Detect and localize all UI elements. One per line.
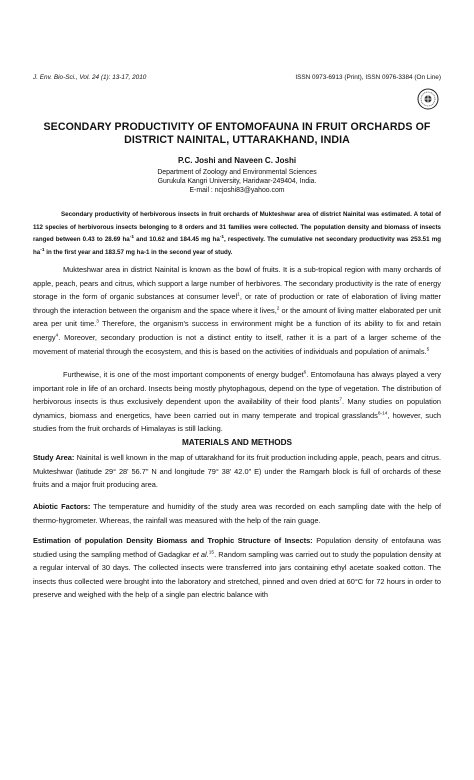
issn: ISSN 0973-6913 (Print), ISSN 0976-3384 (On Line) bbox=[295, 74, 441, 81]
abstract: Secondary productivity of herbivorous insects in fruit orchards of Mukteshwar area of district Nainital was estimated. A total of 112 species of herbivorous insects belonging to 8 orders and 31 families were collected. The population density and biomass of insects ranged between 0.43 to 28.69 $ha^{-1}$ and 10.62 and 184.45 mg $ha^{-1}$, respectively. The cumulative net secondary productivity was 253.51 mg $ha^{-1}$ in the first year and 183.57 mg ha-1 in the second year of study. bbox=[33, 211, 441, 256]
abiotic-factors-paragraph: Abiotic Factors: The temperature and humidity of the study area was recorded on each sampling date with the help of thermo-hygrometer. Whereas, the rainfall was measured with the help of the rain guage. bbox=[33, 502, 441, 525]
affiliation-email: E-mail : ncjoshi83@yahoo.com bbox=[189, 187, 285, 195]
population-estimation-paragraph: Estimation of population Density Biomass and Trophic Structure of Insects: Population density of entofauna was studied using the sampling method of Gadagkar et al.$^{15}$. Random sampling was carried out to study the population density at a regular interval of 30 days. The collected insects were transferred into jars containing ethyl acetate soaked cotton. The insects thus collected were brought into the laboratory and stretched, pinned and oven dried at 60°C for 72 hours in order to preserve and weighed with the help of a single pan electric balance with bbox=[33, 536, 442, 600]
affiliation-university: Gurukula Kangri University, Haridwar-249404, India. bbox=[157, 178, 317, 186]
intro-paragraph-2: Furthewise, it is one of the most important components of energy budget$^6$. Entomofauna has always played a very important role in life of an orchard. Insects being mostly phytophagous, depend on the type of vegetation. The distribution of herbivorous insects is thus exclusively dependent upon the availability of their food plants$^7$. Many studies on population dynamics, biomass and energetics, have been carried out in many temperate and tropical grasslands$^{8-14}$, however, such studies from the fruit orchards of Himalayas is still lacking. bbox=[33, 370, 442, 434]
affiliation bbox=[0, 168, 474, 196]
paper-title bbox=[30, 121, 444, 147]
title-line-2: DISTRICT NAINITAL, UTTARAKHAND, INDIA bbox=[124, 134, 350, 146]
title-line-1: SECONDARY PRODUCTIVITY OF ENTOMOFAUNA IN FRUIT ORCHARDS OF bbox=[43, 121, 431, 133]
intro-paragraph-1: Mukteshwar area in district Nainital is known as the bowl of fruits. It is a sub-tropical region with many orchards of apple, peach, pears and citrus, which support a large number of herbivores. The secondary productivity is the rate of energy storage in the form of organic substances at consumer level$^1$, or rate of production or rate of elaboration of living matter through the interaction between the organism and the space where it lives,$^2$ or the amount of living matter elaborated per unit area per unit time.$^3$ Therefore, the organism's success in environment might be a function of its ability to fix and retain energy$^4$. Moreover, secondary production is not a distinct entity to itself, rather it is a part of a larger scheme of the movement of material through the ecosystem, and this is based on the activities of individuals and population of animals.$^5$ bbox=[33, 265, 441, 356]
affiliation-department: Department of Zoology and Environmental Sciences bbox=[157, 169, 317, 176]
journal-seal-icon bbox=[417, 88, 439, 110]
study-area-paragraph: Study Area: Nainital is well known in the map of uttarakhand for its fruit production including apple, peach, pears and citrus. Mukteshwar (latitude 29° 28' 56.7" N and longitude 79° 38' 42.0" E) under the Ramgarh block is full of orchards of these fruits and a major fruit producing area. bbox=[33, 453, 441, 490]
section-heading-methods: MATERIALS AND METHODS bbox=[181, 438, 293, 447]
author-names: P.C. Joshi and Naveen C. Joshi bbox=[177, 156, 297, 165]
journal-citation: J. Env. Bio-Sci., Vol. 24 (1): 13-17, 2010 bbox=[33, 74, 147, 81]
running-header bbox=[33, 74, 441, 81]
